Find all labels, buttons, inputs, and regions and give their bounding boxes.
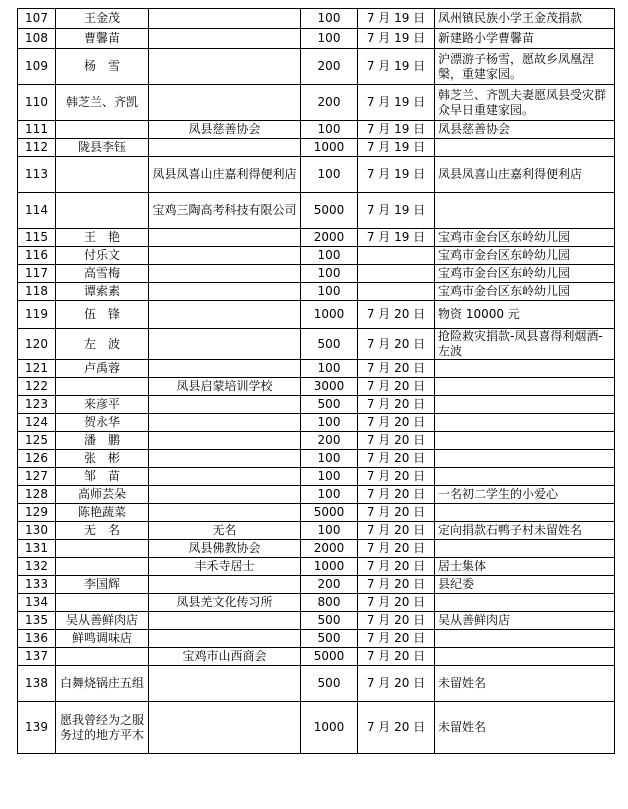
organization-cell [149,432,301,450]
note-cell: 韩芝兰、齐凯夫妻愿凤县受灾群众早日重建家园。 [435,85,615,121]
organization-cell [149,29,301,49]
donor-name-cell: 谭索素 [56,283,149,301]
table-row [18,329,615,360]
note-cell [435,360,615,378]
amount-cell: 100 [301,265,358,283]
row-number-cell: 118 [18,283,56,301]
table-row [18,378,615,396]
amount-cell: 500 [301,329,358,360]
donor-name-cell: 高师芸朵 [56,486,149,504]
note-cell [435,396,615,414]
row-number-cell: 115 [18,229,56,247]
row-number-cell: 128 [18,486,56,504]
amount-cell: 3000 [301,378,358,396]
date-cell: 7 月 20 日 [358,648,435,666]
organization-cell [149,666,301,702]
table-row [18,612,615,630]
table-row [18,121,615,139]
organization-cell: 无名 [149,522,301,540]
amount-cell: 100 [301,522,358,540]
table-row [18,283,615,301]
row-number-cell: 137 [18,648,56,666]
amount-cell: 100 [301,486,358,504]
amount-cell: 200 [301,576,358,594]
table-row [18,432,615,450]
date-cell: 7 月 20 日 [358,576,435,594]
date-cell: 7 月 20 日 [358,522,435,540]
date-cell: 7 月 20 日 [358,396,435,414]
note-cell: 物资 10000 元 [435,301,615,329]
amount-cell: 100 [301,121,358,139]
row-number-cell: 119 [18,301,56,329]
row-number-cell: 108 [18,29,56,49]
table-row [18,193,615,229]
organization-cell [149,450,301,468]
donor-name-cell: 贺永华 [56,414,149,432]
row-number-cell: 138 [18,666,56,702]
row-number-cell: 123 [18,396,56,414]
note-cell: 定向捐款石鸭子村未留姓名 [435,522,615,540]
amount-cell: 500 [301,630,358,648]
row-number-cell: 110 [18,85,56,121]
note-cell: 宝鸡市金台区东岭幼儿园 [435,283,615,301]
row-number-cell: 116 [18,247,56,265]
table-row [18,9,615,29]
donor-name-cell: 愿我曾经为之服务过的地方平木 [56,702,149,754]
table-row [18,157,615,193]
donor-name-cell [56,157,149,193]
row-number-cell: 107 [18,9,56,29]
table-row [18,247,615,265]
donor-name-cell [56,558,149,576]
donor-name-cell [56,193,149,229]
row-number-cell: 139 [18,702,56,754]
table-row [18,666,615,702]
organization-cell [149,301,301,329]
donor-name-cell: 张 彬 [56,450,149,468]
amount-cell: 200 [301,432,358,450]
amount-cell: 100 [301,157,358,193]
date-cell: 7 月 19 日 [358,29,435,49]
date-cell: 7 月 20 日 [358,432,435,450]
note-cell: 居士集体 [435,558,615,576]
table-row [18,85,615,121]
date-cell: 7 月 19 日 [358,121,435,139]
row-number-cell: 127 [18,468,56,486]
date-cell: 7 月 19 日 [358,139,435,157]
date-cell: 7 月 20 日 [358,594,435,612]
amount-cell: 1000 [301,702,358,754]
row-number-cell: 134 [18,594,56,612]
amount-cell: 5000 [301,193,358,229]
donor-name-cell: 高雪梅 [56,265,149,283]
amount-cell: 100 [301,468,358,486]
table-row [18,29,615,49]
date-cell: 7 月 20 日 [358,486,435,504]
table-row [18,468,615,486]
organization-cell [149,229,301,247]
table-row [18,396,615,414]
donor-name-cell: 王 艳 [56,229,149,247]
date-cell: 7 月 19 日 [358,85,435,121]
amount-cell: 5000 [301,504,358,522]
table-row [18,414,615,432]
row-number-cell: 113 [18,157,56,193]
note-cell: 未留姓名 [435,666,615,702]
note-cell: 凤州镇民族小学王金茂捐款 [435,9,615,29]
note-cell [435,468,615,486]
note-cell [435,540,615,558]
row-number-cell: 131 [18,540,56,558]
table-row [18,301,615,329]
donor-name-cell [56,594,149,612]
organization-cell [149,486,301,504]
amount-cell: 2000 [301,229,358,247]
note-cell: 宝鸡市金台区东岭幼儿园 [435,247,615,265]
donor-name-cell: 无 名 [56,522,149,540]
amount-cell: 200 [301,85,358,121]
note-cell: 吴从善鲜肉店 [435,612,615,630]
table-row [18,576,615,594]
donor-name-cell: 付乐文 [56,247,149,265]
note-cell: 宝鸡市金台区东岭幼儿园 [435,265,615,283]
donor-name-cell: 李国辉 [56,576,149,594]
note-cell: 新建路小学曹馨苗 [435,29,615,49]
organization-cell [149,414,301,432]
row-number-cell: 114 [18,193,56,229]
note-cell [435,450,615,468]
organization-cell [149,329,301,360]
table-row [18,522,615,540]
organization-cell [149,504,301,522]
donor-name-cell: 卢禹蓉 [56,360,149,378]
amount-cell: 1000 [301,139,358,157]
organization-cell [149,360,301,378]
organization-cell [149,396,301,414]
row-number-cell: 129 [18,504,56,522]
organization-cell: 凤县佛教协会 [149,540,301,558]
note-cell: 县纪委 [435,576,615,594]
organization-cell [149,630,301,648]
donor-name-cell: 潘 鹏 [56,432,149,450]
table-row [18,540,615,558]
row-number-cell: 136 [18,630,56,648]
organization-cell: 凤县启蒙培训学校 [149,378,301,396]
date-cell: 7 月 20 日 [358,702,435,754]
row-number-cell: 124 [18,414,56,432]
table-row [18,486,615,504]
amount-cell: 500 [301,396,358,414]
amount-cell: 1000 [301,301,358,329]
table-row [18,360,615,378]
donor-name-cell [56,121,149,139]
organization-cell: 凤县羌文化传习所 [149,594,301,612]
note-cell [435,504,615,522]
organization-cell [149,468,301,486]
organization-cell [149,612,301,630]
note-cell: 沪漂游子杨雪，愿故乡凤凰涅槃，重建家园。 [435,49,615,85]
organization-cell: 丰禾寺居士 [149,558,301,576]
organization-cell: 宝鸡市山西商会 [149,648,301,666]
amount-cell: 5000 [301,648,358,666]
date-cell: 7 月 20 日 [358,630,435,648]
amount-cell: 100 [301,283,358,301]
amount-cell: 500 [301,666,358,702]
amount-cell: 500 [301,612,358,630]
row-number-cell: 135 [18,612,56,630]
date-cell: 7 月 20 日 [358,301,435,329]
amount-cell: 800 [301,594,358,612]
organization-cell [149,9,301,29]
note-cell [435,414,615,432]
amount-cell: 100 [301,360,358,378]
table-row [18,504,615,522]
date-cell: 7 月 20 日 [358,504,435,522]
amount-cell: 200 [301,49,358,85]
note-cell: 凤县凤喜山庄嘉利得便利店 [435,157,615,193]
donor-name-cell [56,540,149,558]
amount-cell: 100 [301,9,358,29]
organization-cell: 宝鸡三陶高考科技有限公司 [149,193,301,229]
row-number-cell: 130 [18,522,56,540]
donor-name-cell: 王金茂 [56,9,149,29]
organization-cell [149,247,301,265]
note-cell [435,648,615,666]
amount-cell: 100 [301,247,358,265]
donor-name-cell: 鲜鸣调味店 [56,630,149,648]
date-cell [358,283,435,301]
row-number-cell: 120 [18,329,56,360]
note-cell: 未留姓名 [435,702,615,754]
date-cell: 7 月 19 日 [358,229,435,247]
date-cell: 7 月 20 日 [358,414,435,432]
organization-cell: 凤县慈善协会 [149,121,301,139]
date-cell: 7 月 20 日 [358,612,435,630]
note-cell [435,193,615,229]
date-cell: 7 月 19 日 [358,193,435,229]
organization-cell [149,85,301,121]
organization-cell [149,576,301,594]
donor-name-cell: 白舞烧锅庄五组 [56,666,149,702]
organization-cell [149,702,301,754]
row-number-cell: 125 [18,432,56,450]
table-row [18,594,615,612]
amount-cell: 100 [301,29,358,49]
date-cell [358,247,435,265]
amount-cell: 100 [301,450,358,468]
row-number-cell: 111 [18,121,56,139]
table-row [18,648,615,666]
organization-cell [149,283,301,301]
organization-cell [149,265,301,283]
donor-name-cell: 邹 苗 [56,468,149,486]
organization-cell [149,49,301,85]
row-number-cell: 109 [18,49,56,85]
donor-name-cell: 韩芝兰、齐凯 [56,85,149,121]
date-cell: 7 月 19 日 [358,9,435,29]
note-cell [435,594,615,612]
date-cell: 7 月 20 日 [358,558,435,576]
date-cell: 7 月 19 日 [358,49,435,85]
donor-name-cell: 陇县李钰 [56,139,149,157]
table-row [18,558,615,576]
date-cell: 7 月 20 日 [358,329,435,360]
row-number-cell: 122 [18,378,56,396]
row-number-cell: 112 [18,139,56,157]
date-cell: 7 月 20 日 [358,666,435,702]
amount-cell: 1000 [301,558,358,576]
date-cell [358,265,435,283]
note-cell [435,432,615,450]
donor-name-cell: 左 波 [56,329,149,360]
date-cell: 7 月 20 日 [358,450,435,468]
table-row [18,265,615,283]
amount-cell: 2000 [301,540,358,558]
row-number-cell: 126 [18,450,56,468]
row-number-cell: 121 [18,360,56,378]
donor-name-cell [56,378,149,396]
table-row [18,139,615,157]
table-row [18,49,615,85]
note-cell: 凤县慈善协会 [435,121,615,139]
table-row [18,630,615,648]
note-cell: 宝鸡市金台区东岭幼儿园 [435,229,615,247]
row-number-cell: 117 [18,265,56,283]
date-cell: 7 月 20 日 [358,540,435,558]
table-row [18,229,615,247]
note-cell [435,139,615,157]
row-number-cell: 133 [18,576,56,594]
donor-name-cell: 吴从善鲜肉店 [56,612,149,630]
amount-cell: 100 [301,414,358,432]
note-cell [435,378,615,396]
donor-name-cell: 来彦平 [56,396,149,414]
date-cell: 7 月 19 日 [358,157,435,193]
donor-name-cell: 伍 锋 [56,301,149,329]
row-number-cell: 132 [18,558,56,576]
note-cell [435,630,615,648]
date-cell: 7 月 20 日 [358,360,435,378]
organization-cell [149,139,301,157]
note-cell: 一名初二学生的小爱心 [435,486,615,504]
donor-name-cell: 陈艳蔬菜 [56,504,149,522]
date-cell: 7 月 20 日 [358,378,435,396]
donation-table-body [18,9,615,754]
table-row [18,702,615,754]
donor-name-cell: 杨 雪 [56,49,149,85]
organization-cell: 凤县凤喜山庄嘉利得便利店 [149,157,301,193]
donor-name-cell [56,648,149,666]
date-cell: 7 月 20 日 [358,468,435,486]
table-row [18,450,615,468]
donor-name-cell: 曹馨苗 [56,29,149,49]
donation-table [17,8,615,754]
note-cell: 抢险救灾捐款-凤县喜得利烟酒-左波 [435,329,615,360]
